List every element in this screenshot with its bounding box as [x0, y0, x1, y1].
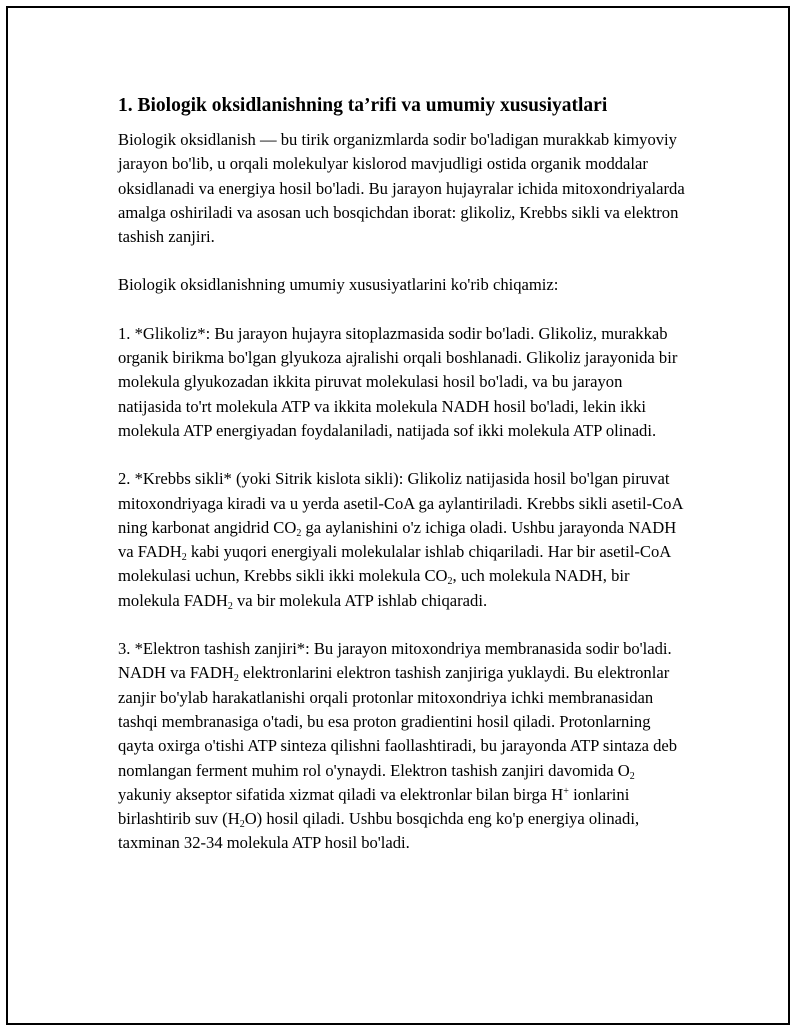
etc-text-5: O) hosil qiladi. Ushbu bosqichda eng ko'p energiya olinadi, taxminan 32-34 molekula ATP hosil bo'ladi.	[118, 809, 640, 853]
krebs-subscript-2: 2	[181, 552, 187, 564]
krebs-text-5: va bir molekula ATP ishlab chiqaradi.	[232, 590, 488, 610]
etc-text-1: 3. *Elektron tashish zanjiri*: Bu jarayon mitoxondriya membranasida sodir bo'ladi. NADH va FADH	[118, 639, 672, 683]
etc-subscript-1: 2	[233, 673, 239, 685]
krebs-text-3: kabi yuqori energiyali molekulalar ishlab chiqariladi. Har bir asetil-CoA molekulasi uchun, Krebbs sikli ikki molekula CO	[118, 542, 671, 586]
electron-transport-paragraph	[118, 637, 688, 856]
etc-superscript-1: +	[563, 785, 569, 797]
glycolysis-paragraph: 1. *Glikoliz*: Bu jarayon hujayra sitoplazmasida sodir bo'ladi. Glikoliz, murakkab organik birikma bo'lgan glyukoza ajralishi orqali boshlanadi. Glikoliz jarayonida bir molekula glyukozadan ikkita piruvat molekulasi hosil bo'ladi, va bu jarayon natijasida to'rt molekula ATP va ikkita molekula NADH hosil bo'ladi, lekin ikki molekula ATP energiyadan foydalaniladi, natijada sof ikki molekula ATP olinadi.	[118, 323, 678, 440]
etc-text-4: ionlarini birlashtirib suv (H	[118, 784, 630, 829]
lead-paragraph: Biologik oksidlanishning umumiy xususiyatlarini ko'rib chiqamiz:	[118, 275, 559, 295]
krebs-subscript-1: 2	[296, 527, 302, 539]
intro-paragraph: Biologik oksidlanish — bu tirik organizmlarda sodir bo'ladigan murakkab kimyoviy jarayon bo'lib, u orqali molekulyar kislorod mavjudligi ostida organik moddalar oksidlanadi va energiya hosil bo'ladi. Bu jarayon hujayralar ichida mitoxondriyalarda amalga oshiriladi va asosan uch bosqichdan iborat: glikoliz, Krebbs sikli va elektron tashish zanjiri.	[118, 130, 685, 247]
etc-text-2: elektronlarini elektron tashish zanjiriga yuklaydi. Bu elektronlar zanjir bo'ylab harakatlanishi orqali protonlar mitoxondriya ichki membranasidan tashqi membranasiga o'tadi, bu esa proton gradientini hosil qiladi. Protonlarning qayta oxirga o'tishi ATP sinteza qilishni faollashtiradi, bu jarayonda ATP sintaza deb nomlangan ferment muhim rol o'ynaydi. Elektron tashish zanjiri davomida O	[118, 663, 678, 780]
krebs-cycle-paragraph	[118, 467, 688, 613]
document-body	[118, 92, 688, 880]
krebs-text-4: , uch molekula NADH, bir molekula FADH	[118, 566, 630, 610]
krebs-subscript-3: 2	[447, 576, 453, 588]
etc-text-3: yakuniy akseptor sifatida xizmat qiladi va elektronlar bilan birga H	[118, 784, 564, 804]
etc-subscript-3: 2	[239, 819, 245, 831]
krebs-text-1: 2. *Krebbs sikli* (yoki Sitrik kislota sikli): Glikoliz natijasida hosil bo'lgan piruvat mitoxondriyaga kiradi va u yerda asetil-CoA ga aylantiriladi. Krebbs sikli asetil-CoA ning karbonat angidrid CO	[118, 469, 683, 537]
etc-subscript-2: 2	[629, 770, 635, 782]
krebs-subscript-4: 2	[227, 600, 233, 612]
section-heading: 1. Biologik oksidlanishning ta’rifi va umumiy xususiyatlari	[118, 95, 608, 116]
krebs-text-2: ga aylanishini o'z ichiga oladi. Ushbu jarayonda NADH va FADH	[118, 517, 677, 562]
